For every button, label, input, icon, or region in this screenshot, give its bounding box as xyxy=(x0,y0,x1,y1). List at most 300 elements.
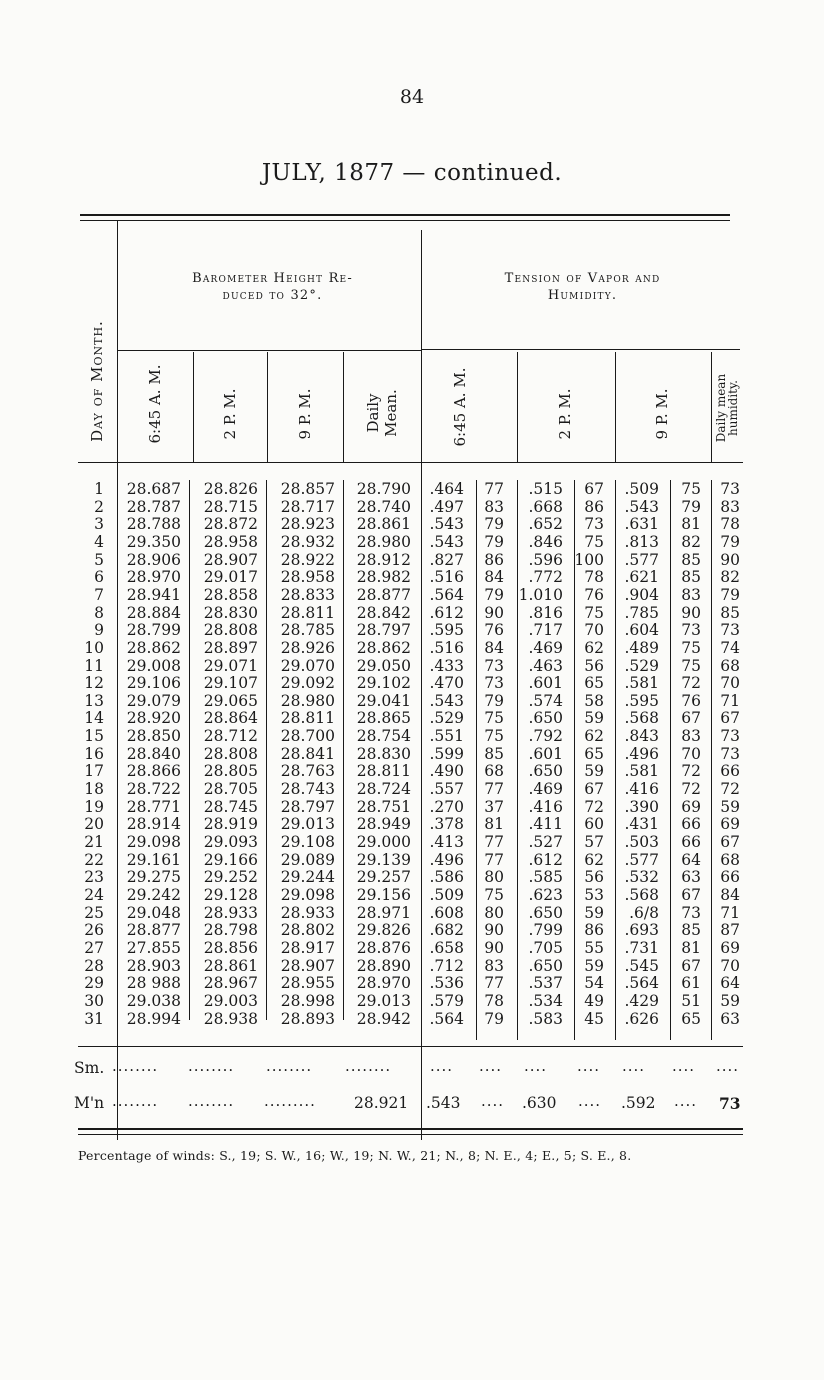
cell-hum-9pm: 69 xyxy=(681,797,701,816)
cell-bar-9pm: 28.833 xyxy=(280,585,335,604)
cell-hum-2pm: 57 xyxy=(584,833,604,851)
cell-hum-mean: 59 xyxy=(720,797,740,816)
cell-hum-9pm: 67 xyxy=(681,885,701,904)
cell-hum-2pm: 62 xyxy=(584,850,604,869)
rule-bar-am xyxy=(193,352,194,462)
cell-bar-am: 28 988 xyxy=(126,974,181,993)
cell-hum-2pm: 54 xyxy=(584,974,604,993)
cell-bar-am: 28.877 xyxy=(126,921,181,940)
cell-hum-2pm: 70 xyxy=(584,621,604,640)
cell-vap-9pm: .731 xyxy=(624,938,659,957)
cell-vap-am: .557 xyxy=(429,780,464,799)
cell-bar-mean: 28.811 xyxy=(356,762,411,781)
cell-bar-mean: 28.797 xyxy=(356,621,411,640)
cell-hum-mean: 73 xyxy=(720,744,740,763)
cell-bar-9pm: 28.933 xyxy=(280,903,335,922)
cell-vap-9pm: .631 xyxy=(624,515,659,534)
cell-day: 1 xyxy=(94,480,104,498)
mean-vap-am: .543 xyxy=(426,1094,461,1112)
cell-vap-am: .712 xyxy=(429,956,464,975)
cell-hum-mean: 73 xyxy=(720,727,740,746)
cell-vap-am: .827 xyxy=(429,550,464,569)
rule-vap-2pm xyxy=(615,352,616,462)
cell-hum-2pm: 78 xyxy=(584,568,604,587)
cell-day: 19 xyxy=(84,797,104,816)
cell-bar-am: 28.970 xyxy=(126,568,181,587)
cell-hum-2pm: 45 xyxy=(584,1009,604,1028)
cell-hum-2pm: 86 xyxy=(584,921,604,940)
mean-vap-9pm: .592 xyxy=(621,1094,656,1112)
cell-bar-9pm: 29.098 xyxy=(280,885,335,904)
cell-hum-am: 73 xyxy=(484,674,504,693)
cell-vap-am: .529 xyxy=(429,709,464,728)
cell-hum-9pm: 67 xyxy=(681,709,701,728)
cell-vap-9pm: .6/8 xyxy=(629,903,659,922)
cell-bar-mean: 29.139 xyxy=(356,850,411,869)
cell-hum-2pm: 59 xyxy=(584,903,604,922)
cell-vap-9pm: .489 xyxy=(624,638,659,657)
cell-vap-am: .543 xyxy=(429,515,464,534)
cell-bar-am: 29.275 xyxy=(126,868,181,887)
cell-bar-2pm: 29.166 xyxy=(203,850,258,869)
cell-day: 20 xyxy=(84,815,104,834)
cell-bar-am: 28.941 xyxy=(126,585,181,604)
cell-hum-9pm: 85 xyxy=(681,550,701,569)
cell-hum-mean: 79 xyxy=(720,532,740,551)
cell-bar-9pm: 28.955 xyxy=(280,974,335,993)
bottom-rule xyxy=(78,1128,743,1130)
cell-day: 9 xyxy=(94,621,104,640)
cell-hum-mean: 71 xyxy=(720,691,740,710)
cell-hum-2pm: 72 xyxy=(584,797,604,816)
cell-vap-2pm: .705 xyxy=(528,938,563,957)
cell-bar-9pm: 28.922 xyxy=(280,550,335,569)
cell-hum-mean: 63 xyxy=(720,1009,740,1028)
cell-bar-am: 28.787 xyxy=(126,497,181,516)
cell-bar-9pm: 28.797 xyxy=(280,797,335,816)
cell-day: 15 xyxy=(84,727,104,746)
cell-vap-9pm: .595 xyxy=(624,691,659,710)
cell-day: 17 xyxy=(84,762,104,781)
cell-vap-am: .612 xyxy=(429,603,464,622)
cell-hum-am: 85 xyxy=(484,744,504,763)
cell-bar-9pm: 28.700 xyxy=(280,727,335,746)
cell-bar-am: 28.914 xyxy=(126,815,181,834)
cell-hum-9pm: 81 xyxy=(681,938,701,957)
cell-bar-2pm: 28.826 xyxy=(203,480,258,498)
cell-hum-am: 90 xyxy=(484,921,504,940)
cell-bar-mean: 28.861 xyxy=(356,515,411,534)
cell-bar-2pm: 28.967 xyxy=(203,974,258,993)
cell-vap-2pm: .846 xyxy=(528,532,563,551)
cell-bar-9pm: 28.717 xyxy=(280,497,335,516)
cell-vap-am: .564 xyxy=(429,585,464,604)
cell-hum-am: 86 xyxy=(484,550,504,569)
cell-bar-9pm: 28.763 xyxy=(280,762,335,781)
cell-hum-9pm: 85 xyxy=(681,568,701,587)
cell-hum-am: 73 xyxy=(484,656,504,675)
cell-hum-2pm: 75 xyxy=(584,603,604,622)
cell-vap-9pm: .577 xyxy=(624,550,659,569)
cell-bar-mean: 28.876 xyxy=(356,938,411,957)
cell-bar-2pm: 28.864 xyxy=(203,709,258,728)
cell-hum-2pm: 62 xyxy=(584,638,604,657)
cell-hum-2pm: 100 xyxy=(574,550,604,569)
cell-hum-2pm: 67 xyxy=(584,480,604,498)
cell-bar-am: 29.008 xyxy=(126,656,181,675)
cell-bar-am: 28.903 xyxy=(126,956,181,975)
cell-vap-9pm: .545 xyxy=(624,956,659,975)
cell-hum-am: 81 xyxy=(484,815,504,834)
cell-vap-2pm: .623 xyxy=(528,885,563,904)
cell-bar-9pm: 28.958 xyxy=(280,568,335,587)
cell-vap-am: .586 xyxy=(429,868,464,887)
cell-bar-am: 29.242 xyxy=(126,885,181,904)
cell-hum-am: 84 xyxy=(484,568,504,587)
cell-hum-mean: 64 xyxy=(720,974,740,993)
cell-bar-2pm: 28.712 xyxy=(203,727,258,746)
cell-hum-2pm: 49 xyxy=(584,991,604,1010)
cell-bar-2pm: 28.907 xyxy=(203,550,258,569)
cell-hum-am: 75 xyxy=(484,709,504,728)
cell-bar-am: 28.687 xyxy=(126,480,181,498)
cell-vap-am: .270 xyxy=(429,797,464,816)
cell-hum-mean: 66 xyxy=(720,868,740,887)
cell-bar-am: 28.862 xyxy=(126,638,181,657)
cell-hum-mean: 72 xyxy=(720,780,740,799)
cell-vap-am: .595 xyxy=(429,621,464,640)
cell-hum-9pm: 72 xyxy=(681,780,701,799)
sum-dots-bar-2pm: ........ xyxy=(188,1057,235,1075)
cell-bar-9pm: 28.893 xyxy=(280,1009,335,1028)
cell-vap-2pm: .463 xyxy=(528,656,563,675)
page-title: JULY, 1877 — continued. xyxy=(261,160,563,186)
cell-bar-mean: 29.013 xyxy=(356,991,411,1010)
cell-vap-2pm: .583 xyxy=(528,1009,563,1028)
cell-bar-9pm: 28.923 xyxy=(280,515,335,534)
cell-bar-9pm: 28.785 xyxy=(280,621,335,640)
cell-hum-am: 79 xyxy=(484,585,504,604)
cell-bar-mean: 29.000 xyxy=(356,833,411,851)
cell-vap-am: .551 xyxy=(429,727,464,746)
cell-vap-2pm: .574 xyxy=(528,691,563,710)
cell-bar-am: 28.722 xyxy=(126,780,181,799)
cell-hum-2pm: 59 xyxy=(584,709,604,728)
cell-bar-9pm: 28.857 xyxy=(280,480,335,498)
cell-hum-am: 77 xyxy=(484,780,504,799)
cell-vap-2pm: .717 xyxy=(528,621,563,640)
cell-hum-mean: 68 xyxy=(720,656,740,675)
mean-dots-bar-am: ........ xyxy=(112,1092,159,1110)
cell-hum-am: 83 xyxy=(484,956,504,975)
sum-dots-vap-2pm: .... xyxy=(524,1057,548,1075)
cell-vap-2pm: .527 xyxy=(528,833,563,851)
mean-dots-hum-2pm: .... xyxy=(578,1092,602,1110)
cell-vap-am: .599 xyxy=(429,744,464,763)
cell-vap-2pm: .596 xyxy=(528,550,563,569)
vap-col-am-header: 6:45 A. M. xyxy=(451,367,469,447)
cell-bar-mean: 28.830 xyxy=(356,744,411,763)
sum-dots-hum-am: .... xyxy=(479,1057,503,1075)
cell-bar-mean: 28.790 xyxy=(356,480,411,498)
cell-day: 29 xyxy=(84,974,104,993)
cell-vap-am: .658 xyxy=(429,938,464,957)
cell-hum-am: 79 xyxy=(484,1009,504,1028)
cell-hum-9pm: 75 xyxy=(681,656,701,675)
cell-hum-2pm: 67 xyxy=(584,780,604,799)
cell-hum-9pm: 66 xyxy=(681,833,701,851)
cell-vap-2pm: .585 xyxy=(528,868,563,887)
mean-label: M'n xyxy=(74,1094,105,1112)
cell-vap-2pm: .416 xyxy=(528,797,563,816)
cell-bar-am: 28.866 xyxy=(126,762,181,781)
cell-day: 14 xyxy=(84,709,104,728)
cell-hum-9pm: 51 xyxy=(681,991,701,1010)
cell-bar-2pm: 29.093 xyxy=(203,833,258,851)
cell-bar-9pm: 28.998 xyxy=(280,991,335,1010)
cell-bar-mean: 28.862 xyxy=(356,638,411,657)
cell-vap-9pm: .621 xyxy=(624,568,659,587)
cell-bar-2pm: 28.856 xyxy=(203,938,258,957)
cell-bar-2pm: 29.071 xyxy=(203,656,258,675)
cell-hum-2pm: 56 xyxy=(584,656,604,675)
cell-vap-9pm: .529 xyxy=(624,656,659,675)
cell-vap-9pm: .390 xyxy=(624,797,659,816)
cell-vap-9pm: .904 xyxy=(624,585,659,604)
cell-vap-am: .543 xyxy=(429,691,464,710)
cell-day: 18 xyxy=(84,780,104,799)
cell-bar-mean: 28.754 xyxy=(356,727,411,746)
cell-vap-9pm: .626 xyxy=(624,1009,659,1028)
cell-day: 24 xyxy=(84,885,104,904)
cell-vap-2pm: .469 xyxy=(528,638,563,657)
cell-bar-2pm: 28.919 xyxy=(203,815,258,834)
cell-hum-2pm: 56 xyxy=(584,868,604,887)
cell-bar-2pm: 28.858 xyxy=(203,585,258,604)
vap-col-2pm-header: 2 P. M. xyxy=(556,388,574,440)
cell-bar-mean: 28.970 xyxy=(356,974,411,993)
cell-bar-9pm: 28.907 xyxy=(280,956,335,975)
cell-bar-2pm: 29.017 xyxy=(203,568,258,587)
cell-hum-am: 75 xyxy=(484,885,504,904)
cell-bar-mean: 29.826 xyxy=(356,921,411,940)
cell-day: 31 xyxy=(84,1009,104,1028)
cell-hum-9pm: 73 xyxy=(681,903,701,922)
bar-col-mean-header: Daily Mean. xyxy=(364,389,400,437)
cell-hum-mean: 70 xyxy=(720,956,740,975)
cell-hum-2pm: 59 xyxy=(584,762,604,781)
sum-dots-vap-am: .... xyxy=(430,1057,454,1075)
cell-vap-9pm: .416 xyxy=(624,780,659,799)
cell-hum-mean: 68 xyxy=(720,850,740,869)
cell-day: 26 xyxy=(84,921,104,940)
cell-bar-9pm: 28.980 xyxy=(280,691,335,710)
cell-bar-2pm: 28.958 xyxy=(203,532,258,551)
cell-vap-9pm: .577 xyxy=(624,850,659,869)
cell-hum-am: 79 xyxy=(484,532,504,551)
cell-hum-am: 75 xyxy=(484,727,504,746)
cell-hum-2pm: 59 xyxy=(584,956,604,975)
cell-vap-am: .490 xyxy=(429,762,464,781)
cell-bar-2pm: 28.705 xyxy=(203,780,258,799)
mean-dots-bar-2pm: ........ xyxy=(188,1092,235,1110)
cell-hum-2pm: 62 xyxy=(584,727,604,746)
cell-vap-am: .564 xyxy=(429,1009,464,1028)
vapor-group-header: Tension of Vapor and Humidity. xyxy=(504,271,661,303)
cell-bar-2pm: 29.003 xyxy=(203,991,258,1010)
cell-bar-mean: 28.842 xyxy=(356,603,411,622)
cell-hum-9pm: 82 xyxy=(681,532,701,551)
cell-hum-9pm: 61 xyxy=(681,974,701,993)
cell-vap-2pm: .650 xyxy=(528,762,563,781)
rule-bar-9pm xyxy=(343,352,344,462)
cell-bar-2pm: 28.745 xyxy=(203,797,258,816)
cell-hum-9pm: 75 xyxy=(681,638,701,657)
cell-hum-am: 80 xyxy=(484,868,504,887)
cell-bar-am: 28.840 xyxy=(126,744,181,763)
cell-bar-9pm: 28.841 xyxy=(280,744,335,763)
subheader-rule-right xyxy=(421,349,740,350)
cell-hum-2pm: 53 xyxy=(584,885,604,904)
cell-bar-9pm: 29.092 xyxy=(280,674,335,693)
sum-dots-hum-mean: .... xyxy=(716,1057,740,1075)
cell-hum-2pm: 75 xyxy=(584,532,604,551)
cell-bar-2pm: 28.933 xyxy=(203,903,258,922)
cell-day: 4 xyxy=(94,532,104,551)
cell-vap-am: .516 xyxy=(429,568,464,587)
rule-vap-am xyxy=(517,352,518,462)
cell-hum-am: 90 xyxy=(484,603,504,622)
mean-vap-2pm: .630 xyxy=(522,1094,557,1112)
cell-hum-am: 79 xyxy=(484,691,504,710)
cell-hum-am: 83 xyxy=(484,497,504,516)
cell-vap-2pm: .772 xyxy=(528,568,563,587)
cell-bar-2pm: 28.808 xyxy=(203,744,258,763)
cell-bar-am: 29.079 xyxy=(126,691,181,710)
cell-hum-am: 76 xyxy=(484,621,504,640)
cell-vap-2pm: .537 xyxy=(528,974,563,993)
cell-hum-mean: 66 xyxy=(720,762,740,781)
cell-bar-2pm: 28.938 xyxy=(203,1009,258,1028)
cell-vap-9pm: .431 xyxy=(624,815,659,834)
cell-hum-9pm: 65 xyxy=(681,1009,701,1028)
cell-hum-9pm: 64 xyxy=(681,850,701,869)
cell-hum-2pm: 86 xyxy=(584,497,604,516)
cell-hum-mean: 71 xyxy=(720,903,740,922)
cell-bar-mean: 28.890 xyxy=(356,956,411,975)
cell-hum-9pm: 83 xyxy=(681,585,701,604)
cell-bar-mean: 28.751 xyxy=(356,797,411,816)
cell-vap-2pm: .650 xyxy=(528,709,563,728)
cell-hum-mean: 82 xyxy=(720,568,740,587)
sum-dots-bar-mean: ........ xyxy=(345,1057,392,1075)
cell-vap-2pm: .534 xyxy=(528,991,563,1010)
winds-footnote: Percentage of winds: S., 19; S. W., 16; W., 19; N. W., 21; N., 8; N. E., 4; E., 5; S. E., 8. xyxy=(78,1148,632,1163)
cell-bar-9pm: 28.926 xyxy=(280,638,335,657)
cell-day: 28 xyxy=(84,956,104,975)
cell-bar-2pm: 29.065 xyxy=(203,691,258,710)
cell-hum-9pm: 75 xyxy=(681,480,701,498)
cell-vap-2pm: .601 xyxy=(528,674,563,693)
cell-bar-mean: 28.949 xyxy=(356,815,411,834)
humidity-mean-header: Daily mean humidity. xyxy=(714,373,740,443)
cell-hum-mean: 87 xyxy=(720,921,740,940)
cell-bar-2pm: 28.830 xyxy=(203,603,258,622)
cell-day: 22 xyxy=(84,850,104,869)
cell-bar-am: 28.884 xyxy=(126,603,181,622)
cell-bar-mean: 29.041 xyxy=(356,691,411,710)
cell-vap-9pm: .581 xyxy=(624,762,659,781)
sum-dots-hum-2pm: .... xyxy=(577,1057,601,1075)
cell-vap-2pm: .799 xyxy=(528,921,563,940)
cell-hum-am: 77 xyxy=(484,833,504,851)
cell-bar-2pm: 28.805 xyxy=(203,762,258,781)
cell-vap-9pm: .532 xyxy=(624,868,659,887)
cell-vap-am: .464 xyxy=(429,480,464,498)
cell-vap-am: .543 xyxy=(429,532,464,551)
cell-hum-9pm: 70 xyxy=(681,744,701,763)
cell-bar-am: 28.994 xyxy=(126,1009,181,1028)
cell-bar-am: 28.906 xyxy=(126,550,181,569)
cell-bar-mean: 28.980 xyxy=(356,532,411,551)
cell-hum-mean: 78 xyxy=(720,515,740,534)
cell-hum-mean: 69 xyxy=(720,938,740,957)
cell-day: 10 xyxy=(84,638,104,657)
cell-day: 11 xyxy=(84,656,104,675)
rule-bar-2pm xyxy=(267,352,268,462)
cell-vap-am: .509 xyxy=(429,885,464,904)
cell-hum-mean: 84 xyxy=(720,885,740,904)
cell-hum-mean: 70 xyxy=(720,674,740,693)
cell-day: 13 xyxy=(84,691,104,710)
cell-hum-mean: 67 xyxy=(720,709,740,728)
cell-bar-9pm: 28.811 xyxy=(280,709,335,728)
cell-day: 8 xyxy=(94,603,104,622)
cell-vap-2pm: .668 xyxy=(528,497,563,516)
mean-dots-hum-am: .... xyxy=(481,1092,505,1110)
cell-bar-mean: 29.050 xyxy=(356,656,411,675)
cell-bar-am: 29.038 xyxy=(126,991,181,1010)
cell-vap-9pm: .581 xyxy=(624,674,659,693)
cell-hum-mean: 59 xyxy=(720,991,740,1010)
cell-hum-mean: 73 xyxy=(720,621,740,640)
summary-rule xyxy=(78,1046,743,1047)
cell-vap-9pm: .604 xyxy=(624,621,659,640)
cell-bar-mean: 28.971 xyxy=(356,903,411,922)
cell-bar-am: 29.106 xyxy=(126,674,181,693)
bottom-rule-thin xyxy=(78,1134,743,1135)
cell-vap-2pm: .411 xyxy=(528,815,563,834)
cell-bar-9pm: 29.070 xyxy=(280,656,335,675)
cell-bar-mean: 29.102 xyxy=(356,674,411,693)
cell-hum-am: 84 xyxy=(484,638,504,657)
cell-bar-9pm: 28.743 xyxy=(280,780,335,799)
cell-bar-2pm: 28.861 xyxy=(203,956,258,975)
cell-vap-am: .413 xyxy=(429,833,464,851)
cell-hum-am: 37 xyxy=(484,797,504,816)
cell-vap-am: .579 xyxy=(429,991,464,1010)
header-bottom-rule xyxy=(78,462,743,463)
cell-hum-am: 78 xyxy=(484,991,504,1010)
cell-bar-am: 28.850 xyxy=(126,727,181,746)
cell-vap-2pm: .652 xyxy=(528,515,563,534)
cell-bar-9pm: 29.108 xyxy=(280,833,335,851)
cell-vap-2pm: 1.010 xyxy=(518,585,563,604)
cell-hum-mean: 90 xyxy=(720,550,740,569)
cell-vap-am: .378 xyxy=(429,815,464,834)
sum-dots-hum-9pm: .... xyxy=(672,1057,696,1075)
cell-vap-9pm: .429 xyxy=(624,991,659,1010)
